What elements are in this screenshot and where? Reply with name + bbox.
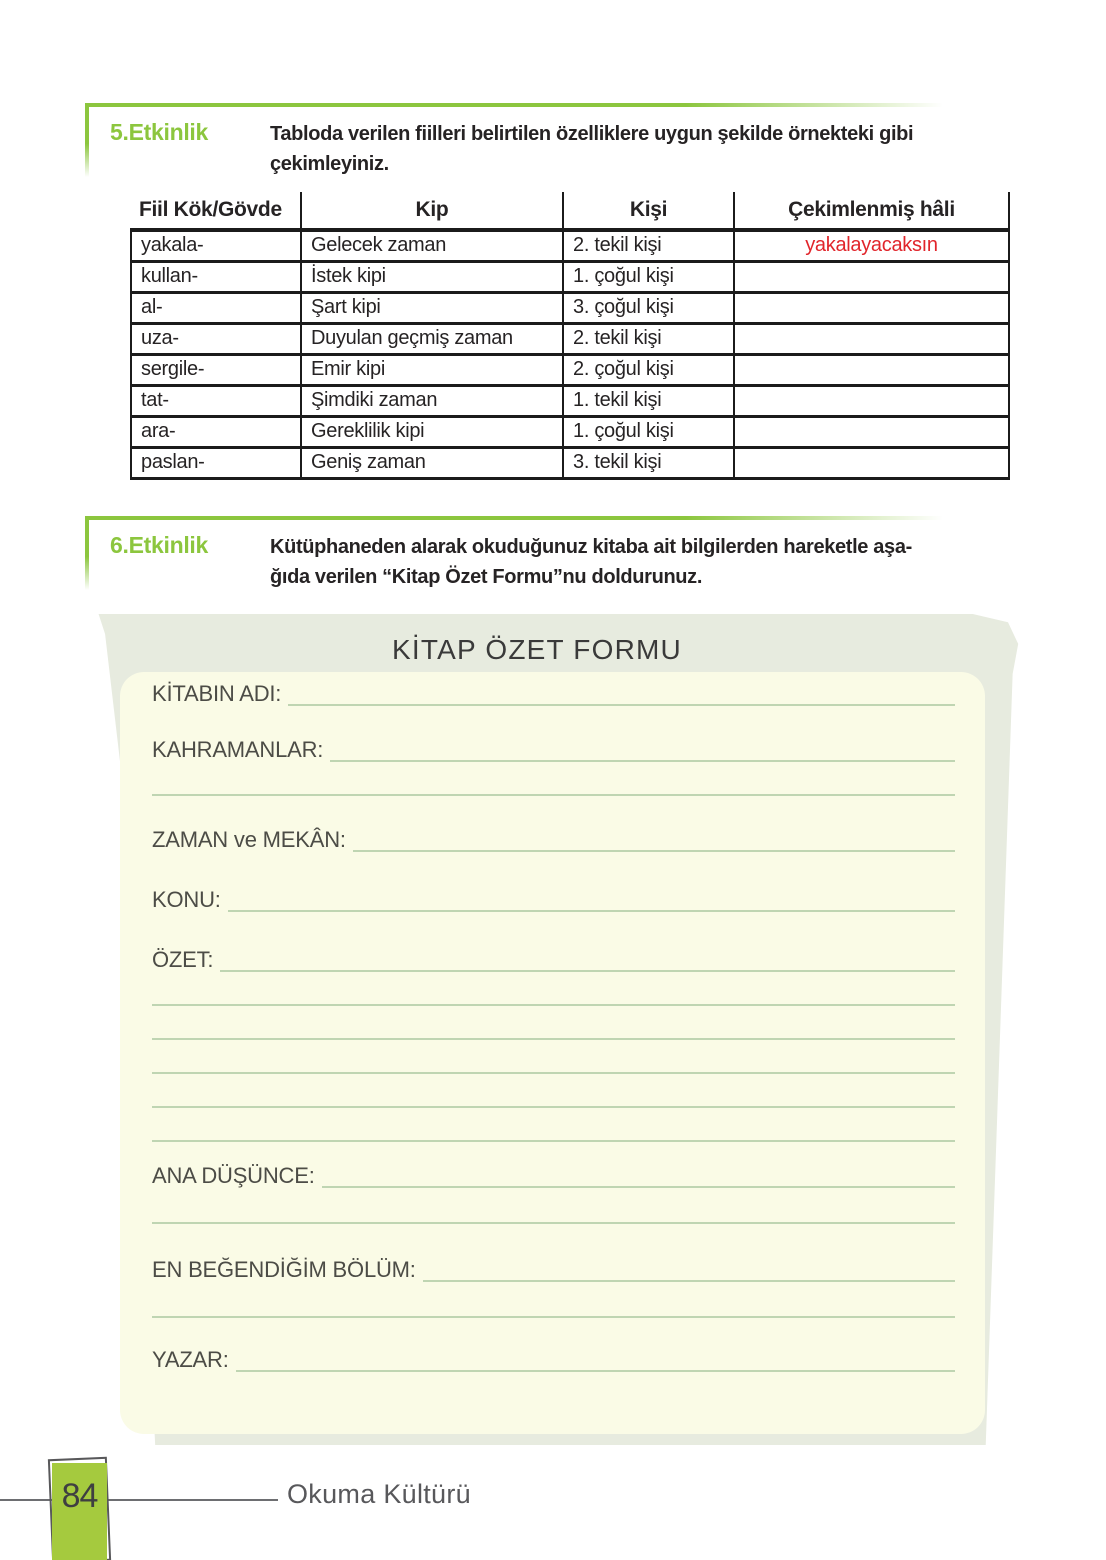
cell-verb: al- [131,292,301,323]
table-row [131,292,1009,323]
cell-conjugated-example: yakalayacaksın [734,230,1009,261]
cell-conjugated-blank[interactable] [734,292,1009,323]
cell-conjugated-blank[interactable] [734,416,1009,447]
activity-6-top-rule [85,516,943,520]
cell-verb: kullan- [131,261,301,292]
activity-5-label: 5.Etkinlik [110,119,208,145]
activity-5-section [85,103,1025,480]
field-label: KONU: [152,886,221,912]
activity-5-instruction [270,119,913,179]
cell-mood: Şart kipi [301,292,563,323]
instruction-line: Tabloda verilen fiilleri belirtilen özelliklere uygun şekilde örnekteki gibi [270,123,914,145]
cell-conjugated-blank[interactable] [734,447,1009,478]
activity-6-instruction [270,532,912,592]
extra-input-line[interactable] [152,972,955,1006]
cell-conjugated-blank[interactable] [734,323,1009,354]
field-subject [152,878,955,912]
extra-input-line[interactable] [152,762,955,796]
field-input-line[interactable] [288,678,955,706]
book-summary-form [93,614,1021,1445]
field-label: KAHRAMANLAR: [152,736,324,762]
field-input-line[interactable] [330,728,955,762]
cell-person: 2. çoğul kişi [563,354,734,385]
field-time-place [152,818,955,852]
form-title: KİTAP ÖZET FORMU [392,634,682,665]
cell-conjugated-blank[interactable] [734,261,1009,292]
cell-conjugated-blank[interactable] [734,354,1009,385]
instruction-line: çekimleyiniz. [270,153,389,175]
field-label: EN BEĞENDİĞİM BÖLÜM: [152,1256,416,1282]
field-input-line[interactable] [423,1248,955,1282]
cell-mood: Duyulan geçmiş zaman [301,323,563,354]
field-label: YAZAR: [152,1346,229,1372]
activity-5-left-rule [85,103,89,177]
activity-5-header [85,103,1025,179]
cell-verb: paslan- [131,447,301,478]
field-input-line[interactable] [322,1154,955,1188]
header-mood: Kip [301,192,563,230]
extra-input-line[interactable] [152,1006,955,1040]
field-input-line[interactable] [236,1338,955,1372]
cell-mood: Gelecek zaman [301,230,563,261]
field-label: ANA DÜŞÜNCE: [152,1162,315,1188]
table-row [131,447,1009,478]
field-input-line[interactable] [228,878,955,912]
field-book-title [152,678,955,706]
field-label: ÖZET: [152,946,214,972]
cell-person: 2. tekil kişi [563,230,734,261]
field-input-line[interactable] [220,938,955,972]
activity-6-header [85,516,1025,592]
footer-rule [0,1499,278,1501]
cell-verb: uza- [131,323,301,354]
table-row [131,230,1009,261]
extra-input-line[interactable] [152,1040,955,1074]
cell-person: 2. tekil kişi [563,323,734,354]
extra-input-line[interactable] [152,1188,955,1224]
activity-6-label: 6.Etkinlik [110,532,208,558]
cell-person: 3. çoğul kişi [563,292,734,323]
cell-conjugated-blank[interactable] [734,385,1009,416]
instruction-line: Kütüphaneden alarak okuduğunuz kitaba ait bilgilerden hareketle aşa- [270,536,912,558]
cell-mood: Emir kipi [301,354,563,385]
conjugation-table [130,192,1010,480]
field-author [152,1338,955,1372]
page-number-box [52,1463,107,1560]
activity-6-left-rule [85,516,89,590]
page-number: 84 [61,1477,98,1515]
table-row [131,416,1009,447]
instruction-line: ğıda verilen “Kitap Özet Formu”nu doldurunuz. [270,566,703,588]
table-row [131,323,1009,354]
field-input-line[interactable] [353,818,955,852]
activity-5-top-rule [85,103,943,107]
cell-person: 1. çoğul kişi [563,261,734,292]
cell-verb: yakala- [131,230,301,261]
extra-input-line[interactable] [152,1074,955,1108]
field-summary [152,938,955,1142]
cell-mood: Şimdiki zaman [301,385,563,416]
field-main-idea [152,1154,955,1224]
extra-input-line[interactable] [152,1108,955,1142]
header-person: Kişi [563,192,734,230]
table-row [131,385,1009,416]
cell-mood: Gereklilik kipi [301,416,563,447]
cell-person: 3. tekil kişi [563,447,734,478]
table-header-row [131,192,1009,230]
footer-section-title: Okuma Kültürü [287,1479,471,1509]
field-label: ZAMAN ve MEKÂN: [152,826,346,852]
header-conjugated-form: Çekimlenmiş hâli [734,192,1009,230]
cell-verb: sergile- [131,354,301,385]
table-row [131,261,1009,292]
cell-person: 1. çoğul kişi [563,416,734,447]
cell-verb: tat- [131,385,301,416]
cell-mood: İstek kipi [301,261,563,292]
field-label: KİTABIN ADI: [152,680,282,706]
table-row [131,354,1009,385]
header-verb-stem: Fiil Kök/Gövde [131,192,301,230]
cell-mood: Geniş zaman [301,447,563,478]
cell-person: 1. tekil kişi [563,385,734,416]
cell-verb: ara- [131,416,301,447]
field-characters [152,728,955,796]
extra-input-line[interactable] [152,1282,955,1318]
field-favorite-part [152,1248,955,1318]
activity-6-section [85,516,1025,592]
form-body [120,672,985,1434]
